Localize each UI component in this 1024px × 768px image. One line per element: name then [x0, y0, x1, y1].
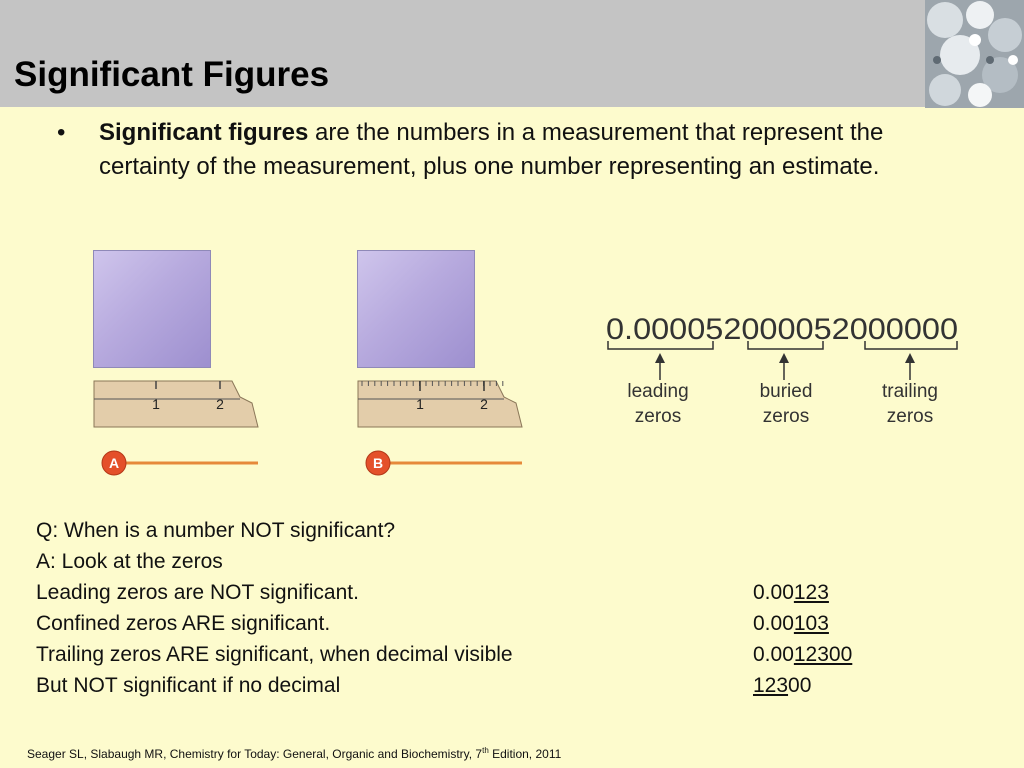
rule-text: But NOT significant if no decimal	[36, 674, 341, 697]
zeros-diagram	[600, 305, 980, 445]
definition-term: Significant figures	[99, 119, 309, 146]
rule-row	[36, 608, 936, 639]
rule-example	[753, 577, 829, 608]
title-bar	[0, 0, 1024, 107]
buried-label-1: buried	[759, 381, 813, 402]
definition-bullet	[57, 116, 897, 184]
citation-text: Seager SL, Slabaugh MR, Chemistry for Today: General, Organic and Biochemistry, 7	[27, 747, 483, 761]
ruler-b-tick-1: 1	[416, 396, 424, 412]
cube-a	[93, 250, 211, 368]
cube-b	[357, 250, 475, 368]
rule-row	[36, 670, 936, 701]
rule-text: Confined zeros ARE significant.	[36, 612, 331, 635]
rule-text: Trailing zeros ARE significant, when decimal visible	[36, 643, 513, 666]
example-significant: 123	[753, 674, 789, 697]
bullet-marker: •	[57, 119, 66, 146]
rule-example	[753, 670, 811, 701]
rule-row	[36, 639, 936, 670]
citation	[27, 746, 561, 761]
marker-b-label: B	[372, 455, 384, 471]
qa-section	[36, 515, 936, 701]
ruler-b-tick-2: 2	[480, 396, 488, 412]
slide-title: Significant Figures	[14, 55, 330, 94]
example-plain: 0.00	[753, 612, 794, 635]
zeros-number: 0.000052000052000000	[606, 313, 958, 346]
citation-superscript: th	[482, 746, 489, 755]
example-significant: 123	[793, 581, 829, 604]
leading-label-2: zeros	[634, 406, 682, 427]
ruler-b	[354, 375, 529, 485]
example-significant: 12300	[793, 643, 853, 666]
ruler-a-tick-1: 1	[152, 396, 160, 412]
question-line	[36, 515, 936, 546]
rule-row	[36, 577, 936, 608]
leading-label-1: leading	[627, 381, 689, 402]
example-significant: 103	[793, 612, 829, 635]
rule-text: Leading zeros are NOT significant.	[36, 581, 359, 604]
trailing-label-2: zeros	[886, 406, 934, 427]
example-plain: 0.00	[753, 581, 794, 604]
rule-example	[753, 639, 852, 670]
ruler-a-tick-2: 2	[216, 396, 224, 412]
example-tail: 00	[788, 674, 812, 697]
citation-tail: Edition, 2011	[488, 747, 562, 761]
buried-label-2: zeros	[762, 406, 810, 427]
answer-line	[36, 546, 936, 577]
answer-text: A: Look at the zeros	[36, 550, 223, 573]
trailing-label-1: trailing	[882, 381, 938, 402]
ice-photo	[925, 0, 1024, 108]
rule-example	[753, 608, 829, 639]
marker-a-label: A	[108, 455, 120, 471]
example-plain: 0.00	[753, 643, 794, 666]
definition-text: are the numbers in a measurement that represent the certainty of the measurement, plus one number representing an estimate.	[99, 119, 884, 180]
bullet-body	[99, 116, 897, 184]
ruler-a	[90, 375, 265, 485]
question-text: Q: When is a number NOT significant?	[36, 519, 396, 542]
